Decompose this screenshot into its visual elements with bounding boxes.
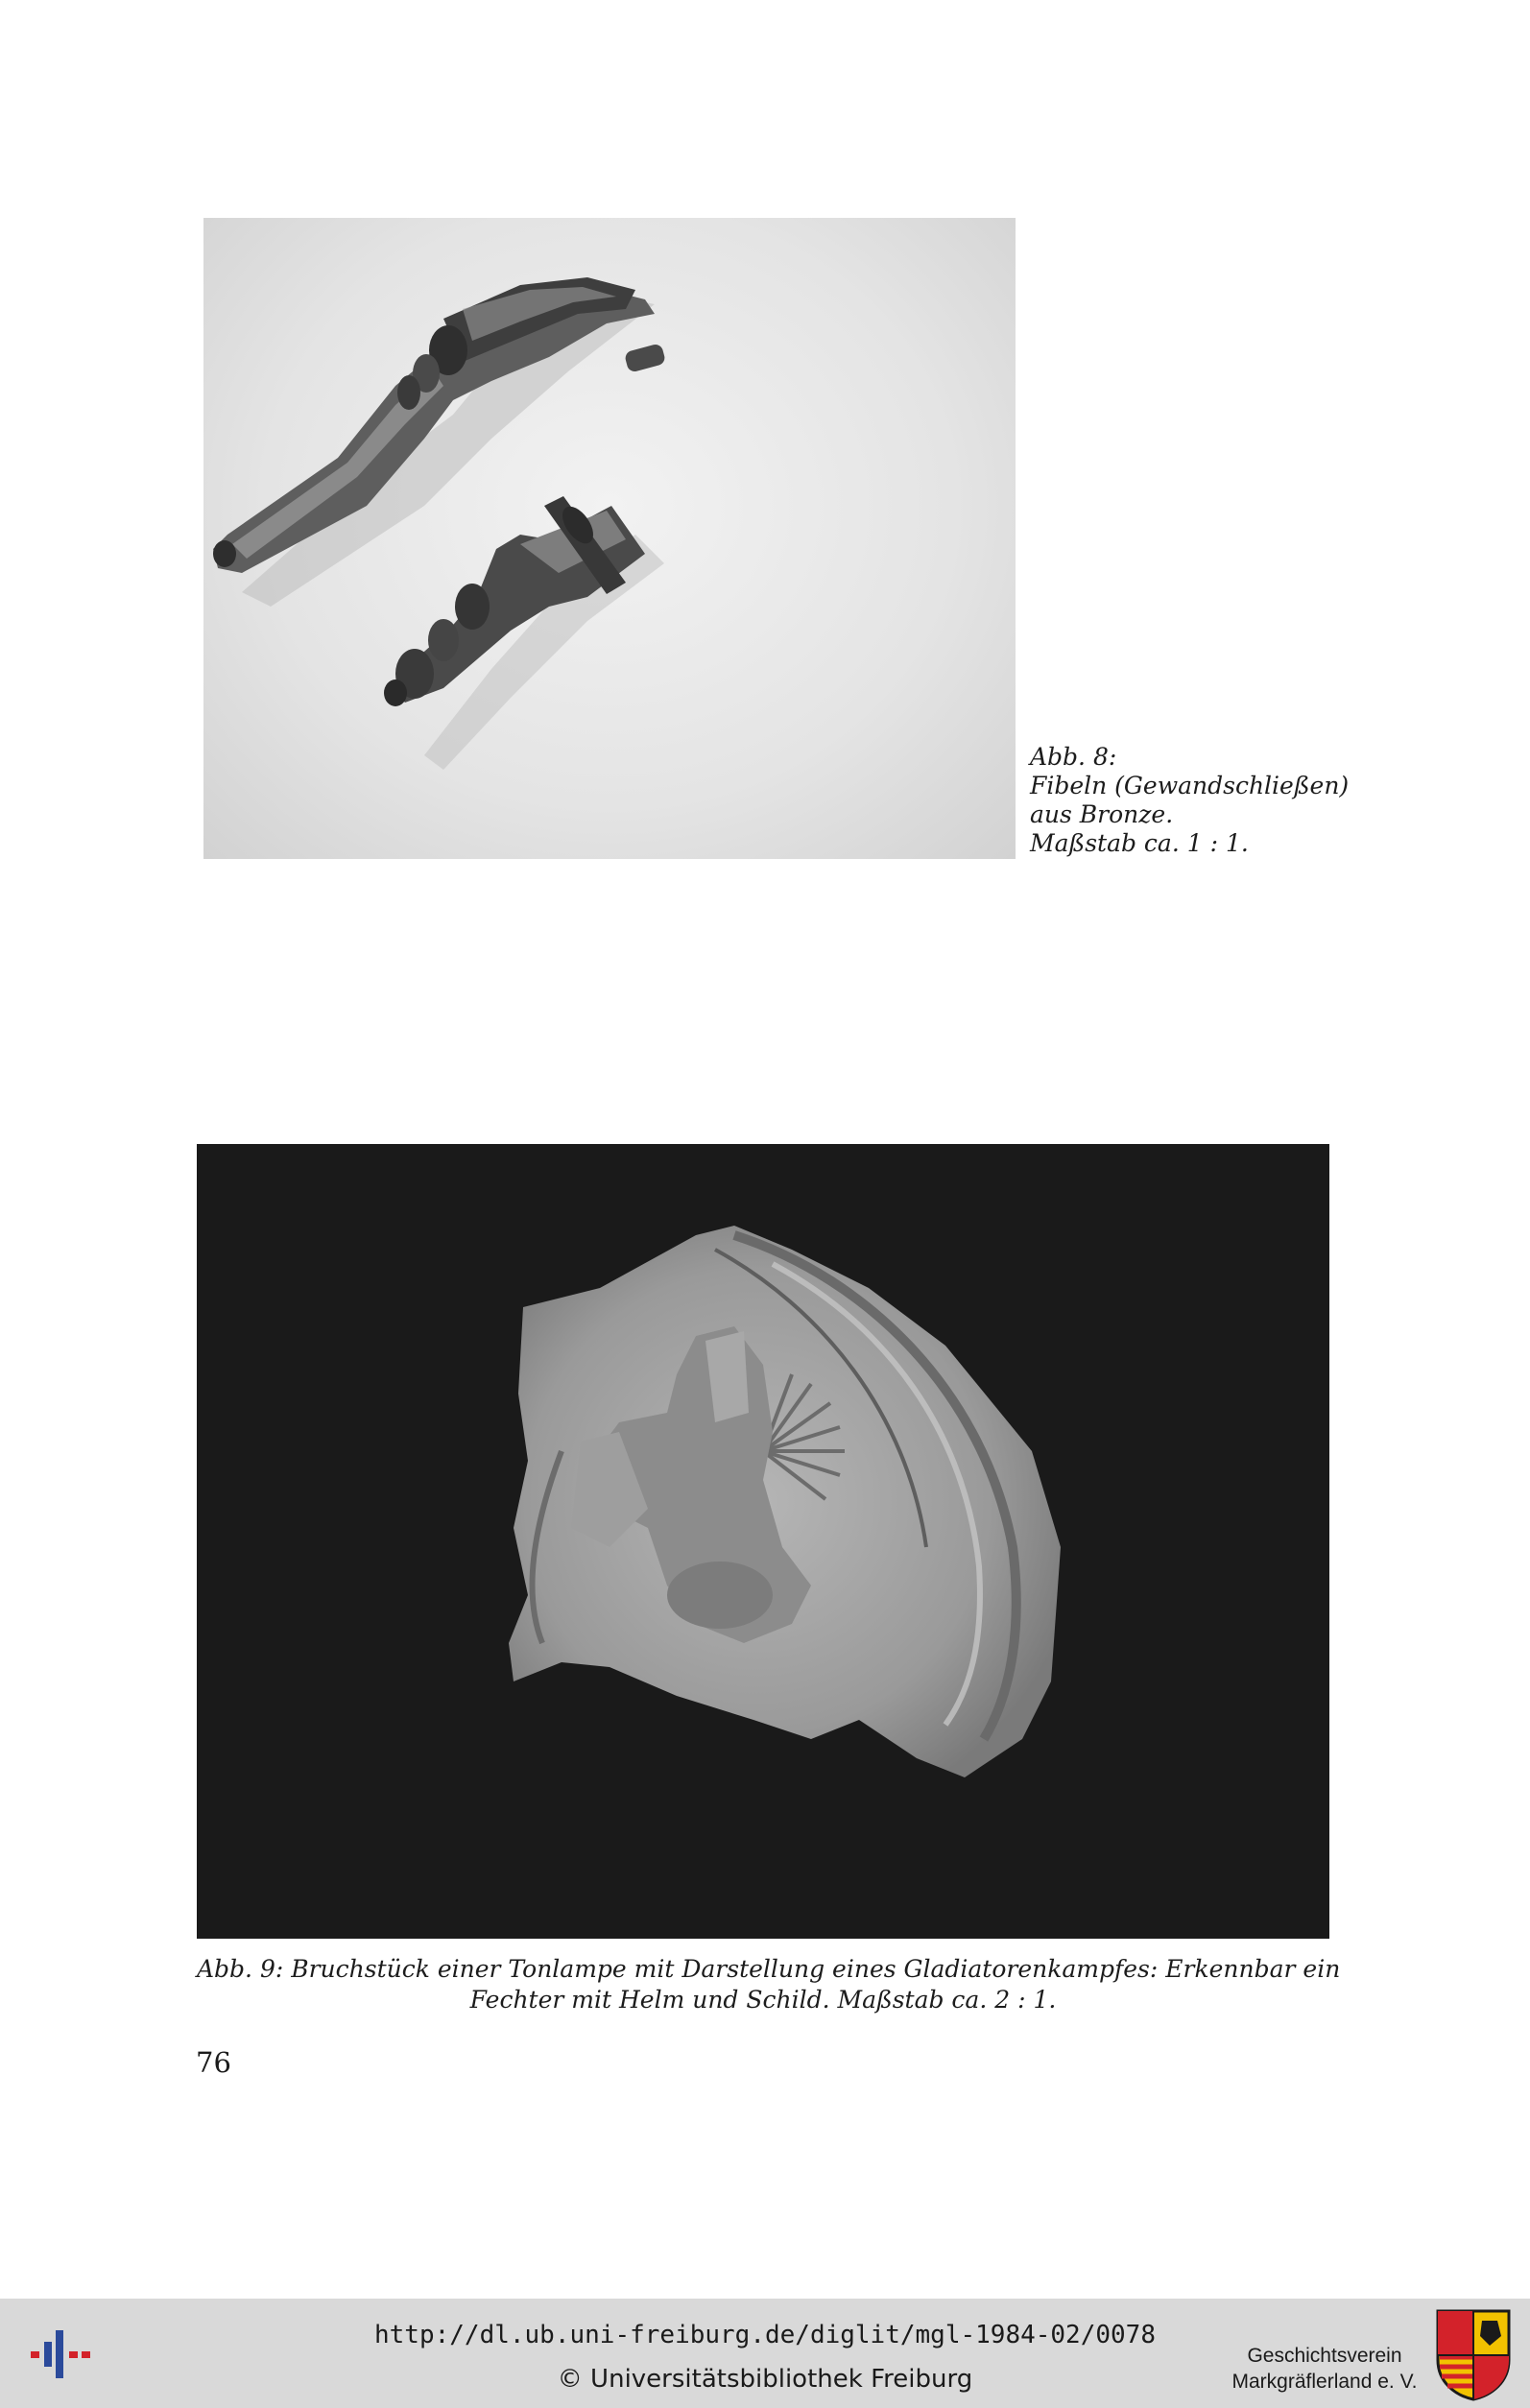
caption-line: Abb. 9: Bruchstück einer Tonlampe mit Darstellung eines Gladiatorenkampfes: Erkennbar ein <box>197 1955 1341 1983</box>
coat-of-arms-icon[interactable] <box>1434 2307 1513 2401</box>
lamp-fragment-photo <box>197 1144 1329 1939</box>
lamp-fragment-image <box>197 1144 1329 1939</box>
figure-8-caption <box>1030 743 1350 858</box>
figure-9-caption <box>197 1954 1341 2015</box>
document-url-link[interactable]: http://dl.ub.uni-freiburg.de/diglit/mgl-1984-02/0078 <box>374 2321 1156 2349</box>
page-number: 76 <box>196 2046 231 2079</box>
caption-line: Abb. 8: <box>1030 743 1117 771</box>
fibulae-photo <box>203 218 1016 859</box>
society-line: Markgräflerland e. V. <box>1231 2371 1418 2393</box>
caption-line: aus Bronze. <box>1030 800 1174 828</box>
fibulae-image <box>203 218 1016 859</box>
society-name <box>1219 2343 1430 2395</box>
caption-line: Fechter mit Helm und Schild. Maßstab ca. 2 : 1. <box>469 1986 1057 2014</box>
copyright-text: © Universitätsbibliothek Freiburg <box>557 2365 973 2394</box>
caption-line: Fibeln (Gewandschließen) <box>1030 772 1350 799</box>
caption-line: Maßstab ca. 1 : 1. <box>1030 829 1249 857</box>
society-line: Geschichtsverein <box>1247 2345 1402 2367</box>
